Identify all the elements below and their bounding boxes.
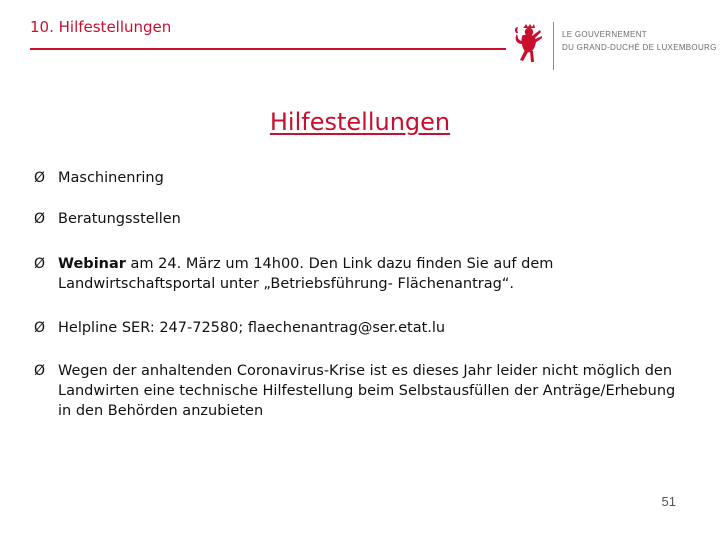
bullet-arrow-icon: Ø xyxy=(34,363,46,379)
bullet-text-container xyxy=(58,254,684,294)
bullet-lead: Webinar xyxy=(58,256,126,272)
list-item xyxy=(34,361,684,421)
header-rule xyxy=(30,48,506,50)
bullet-text: Beratungsstellen xyxy=(58,211,181,227)
bullet-text: Wegen der anhaltenden Coronavirus-Krise ist es dieses Jahr leider nicht möglich den Landwirten eine technische Hilfestellung beim Selbstausfüllen der Anträge/Erhebung in den Behörden anzubieten xyxy=(58,363,676,419)
slide-header-title: 10. Hilfestellungen xyxy=(30,18,172,36)
bullet-arrow-icon: Ø xyxy=(34,170,46,186)
bullet-arrow-icon: Ø xyxy=(34,320,46,336)
logo-line-1: LE GOUVERNEMENT xyxy=(562,30,647,39)
government-logo-text xyxy=(562,28,717,54)
logo-line-2: DU GRAND-DUCHÉ DE LUXEMBOURG xyxy=(562,43,717,52)
bullet-arrow-icon: Ø xyxy=(34,211,46,227)
list-item xyxy=(34,254,684,294)
list-item xyxy=(34,209,684,229)
bullet-arrow-icon: Ø xyxy=(34,256,46,272)
list-item xyxy=(34,168,684,188)
bullet-text: am 24. März um 14h00. Den Link dazu finden Sie auf dem Landwirtschaftsportal unter „Betriebsführung- Flächenantrag“. xyxy=(58,256,554,292)
bullet-text: Helpline SER: 247-72580; flaechenantrag@ser.etat.lu xyxy=(58,320,446,336)
page-number: 51 xyxy=(661,494,676,509)
red-lion-icon xyxy=(510,24,548,68)
page-title: Hilfestellungen xyxy=(269,108,451,136)
list-item xyxy=(34,318,684,338)
logo-divider xyxy=(553,22,554,70)
bullet-text: Maschinenring xyxy=(58,170,164,186)
